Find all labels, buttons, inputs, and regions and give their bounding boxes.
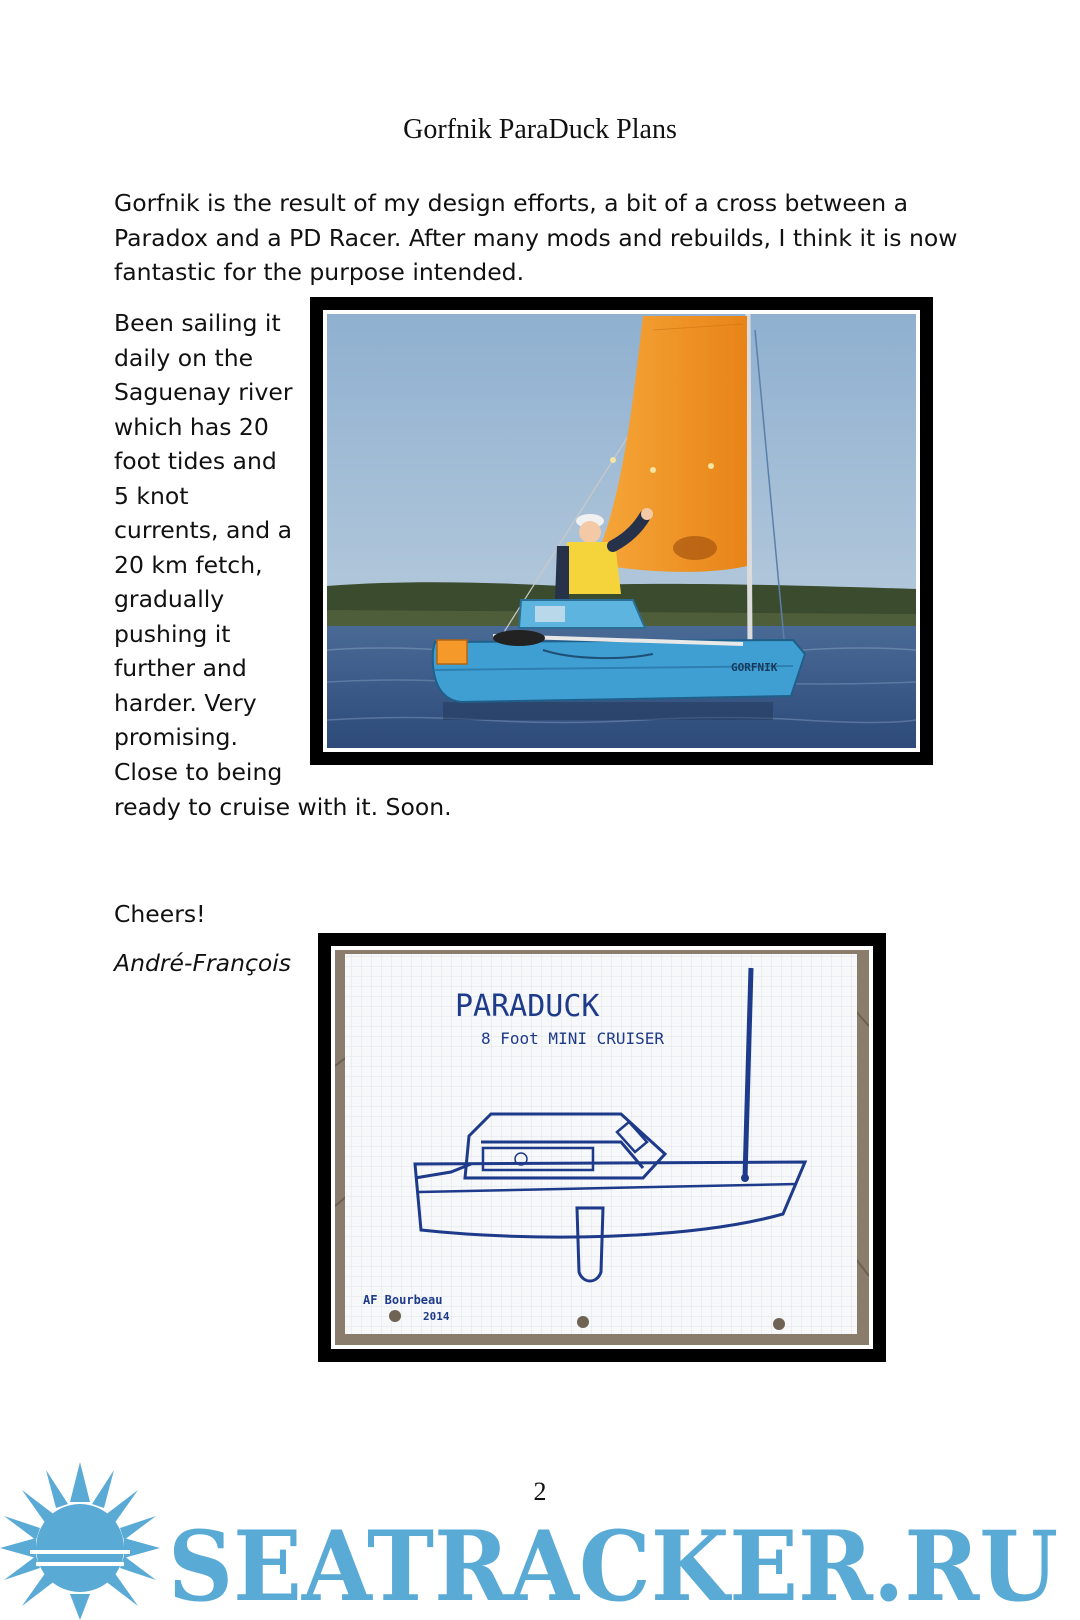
- sketch-author: AF Bourbeau: [363, 1293, 443, 1307]
- sun-logo-icon: [0, 1462, 160, 1620]
- sailing-line: Saguenay river: [114, 378, 293, 406]
- seatracker-watermark: [0, 1462, 1080, 1620]
- sailing-paragraph-tail: ready to cruise with it. Soon.: [114, 793, 452, 821]
- sailing-photo-frame: [310, 297, 933, 765]
- sketch-photo-frame: [318, 933, 886, 1362]
- sailing-photo: [323, 310, 920, 752]
- sailing-line: daily on the: [114, 343, 254, 372]
- sailing-line: 20 km fetch,: [114, 550, 263, 579]
- sailing-line: which has 20: [114, 412, 269, 441]
- sailing-line: Been sailing it: [114, 309, 281, 337]
- sailing-line: further and: [114, 654, 247, 682]
- signature: André-François: [114, 949, 292, 977]
- sketch-photo: [331, 946, 873, 1349]
- hull-name: GORFNIK: [731, 661, 778, 674]
- sailing-paragraph: [114, 306, 304, 789]
- watermark-text: SEATRACKER.RU: [168, 1510, 1058, 1620]
- sailing-line: 5 knot: [114, 481, 189, 510]
- sailing-line: foot tides and: [114, 447, 277, 475]
- sailing-line: promising.: [114, 723, 238, 751]
- sailing-line: Close to being: [114, 757, 283, 786]
- sailing-line: harder. Very: [114, 688, 257, 717]
- intro-paragraph: Gorfnik is the result of my design efforts, a bit of a cross between a Paradox and a PD Racer. After many mods and rebuilds, I think it is now fantastic for the purpose intended.: [114, 189, 958, 286]
- sketch-title: PARADUCK: [455, 989, 600, 1024]
- page-number: 2: [533, 1477, 547, 1506]
- sailing-line: currents, and a: [114, 516, 293, 544]
- sketch-year: 2014: [423, 1310, 450, 1323]
- sketch-subtitle: 8 Foot MINI CRUISER: [481, 1029, 665, 1048]
- closing-cheers: Cheers!: [114, 900, 206, 928]
- sailing-line: pushing it: [114, 619, 231, 648]
- sailing-line: gradually: [114, 585, 225, 613]
- page-title: Gorfnik ParaDuck Plans: [403, 114, 677, 145]
